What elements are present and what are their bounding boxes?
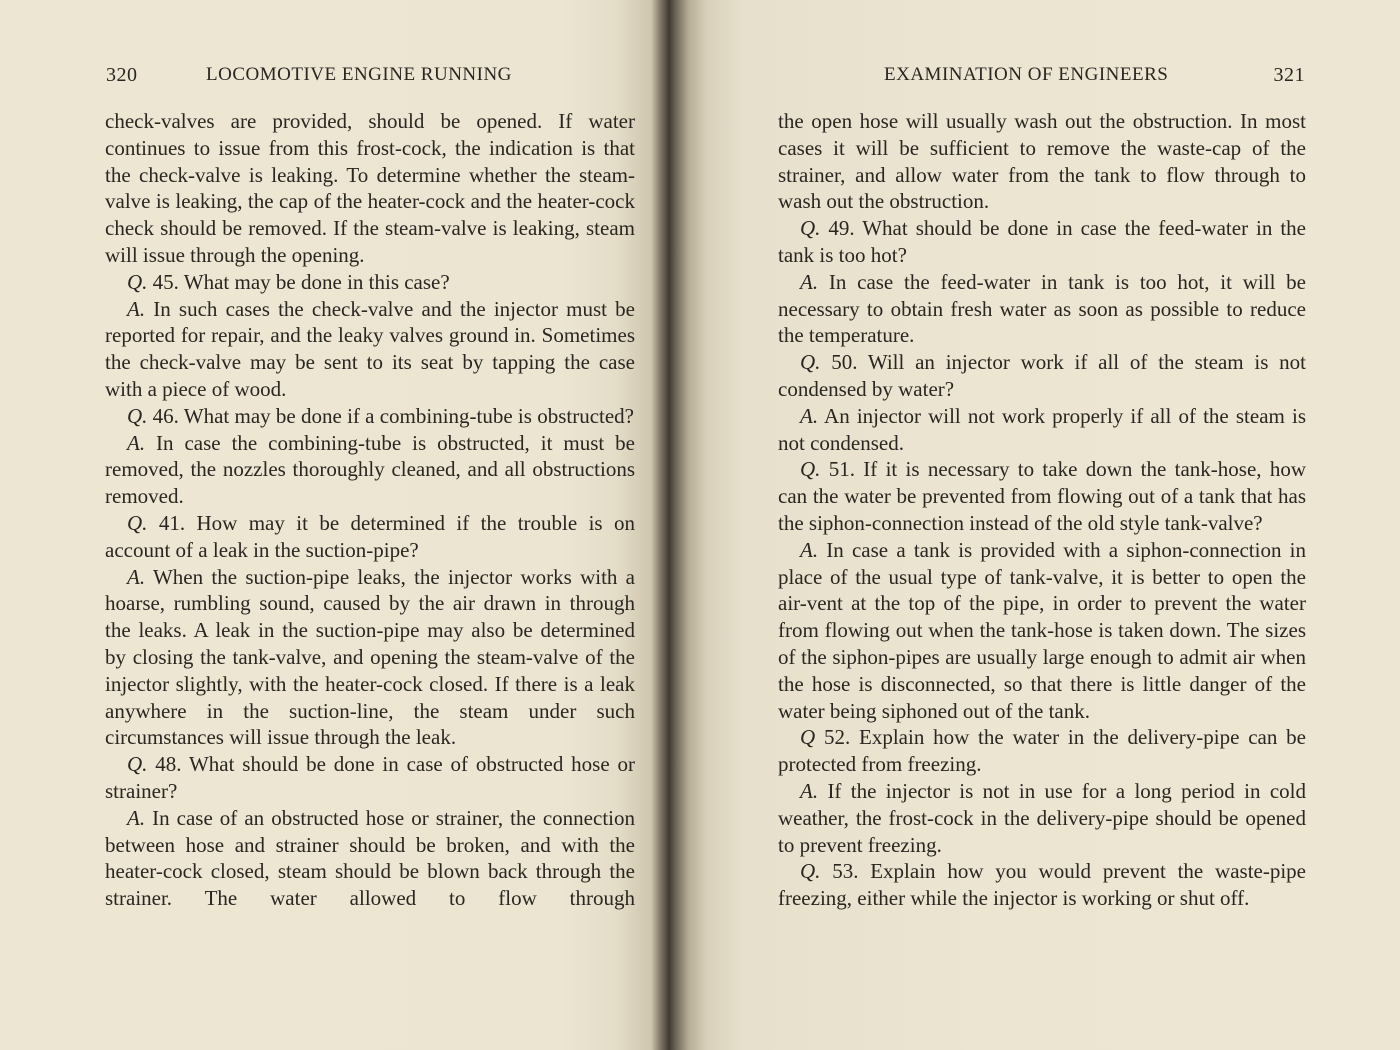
question-paragraph <box>105 269 635 296</box>
paragraph-text: 48. What should be done in case of obstructed hose or strainer? <box>105 752 635 803</box>
paragraph-text: In such cases the check-valve and the injector must be reported for repair, and the leaky valves ground in. Sometimes the check-valve may be sent to its seat by tapping the case with a piece of wood. <box>105 296 635 401</box>
paragraph-label: Q. <box>127 752 148 777</box>
paragraph-label: A. <box>127 564 146 589</box>
left-page-text <box>105 108 635 912</box>
paragraph-text: In case of an obstructed hose or strainer, the connection between hose and strainer should be broken, and with the heater-cock closed, steam should be blown back through the strainer. The water allowed to flow through <box>105 805 635 911</box>
right-running-title: EXAMINATION OF ENGINEERS <box>884 64 1169 85</box>
paragraph-text: An injector will not work properly if all of the steam is not condensed. <box>778 403 1306 455</box>
paragraph-text: 53. Explain how you would prevent the waste-pipe freezing, either while the injector is working or shut off. <box>778 859 1306 911</box>
paragraph-label: A. <box>800 269 819 294</box>
answer-paragraph <box>105 430 635 510</box>
answer-paragraph <box>778 778 1306 858</box>
paragraph-text: 46. What may be done if a combining-tube is obstructed? <box>147 403 634 428</box>
paragraph-text: 52. Explain how the water in the delivery-pipe can be protected from freezing. <box>778 725 1306 777</box>
paragraph-text: In case the combining-tube is obstructed, it must be removed, the nozzles thoroughly cleaned, and all obstructions removed. <box>105 430 635 509</box>
paragraph-text: When the suction-pipe leaks, the injector works with a hoarse, rumbling sound, caused by the air drawn in through the leaks. A leak in the suction-pipe may also be determined by closing the tank-valve, and opening the steam-valve of the injector slightly, with the heater-cock closed. If there is a leak anywhere in the suction-line, the steam under such circumstances will issue through the leak. <box>105 564 635 750</box>
question-paragraph <box>778 349 1306 403</box>
left-page <box>0 0 680 1050</box>
paragraph-label: Q. <box>127 403 148 428</box>
question-paragraph <box>105 403 635 430</box>
right-page-text <box>778 108 1306 912</box>
paragraph-label: Q. <box>800 350 821 375</box>
question-paragraph <box>778 215 1306 269</box>
paragraph-text: check-valves are provided, should be opened. If water continues to issue from this frost-cock, the indication is that the check-valve is leaking. To determine whether the steam-valve is leaking, the cap of the heater-cock and the heater-cock check should be removed. If the steam-valve is leaking, steam will issue through the opening. <box>105 109 635 267</box>
answer-paragraph <box>105 296 635 403</box>
left-running-title: LOCOMOTIVE ENGINE RUNNING <box>206 64 512 85</box>
answer-paragraph <box>105 564 635 752</box>
paragraph-text: If the injector is not in use for a long period in cold weather, the frost-cock in the delivery-pipe should be opened to prevent freezing. <box>778 778 1306 857</box>
paragraph-label: A. <box>800 403 819 428</box>
left-page-number: 320 <box>106 64 138 86</box>
question-paragraph <box>778 456 1306 536</box>
question-paragraph <box>778 858 1306 912</box>
paragraph <box>105 108 635 269</box>
paragraph-label: Q. <box>800 216 821 241</box>
paragraph-text: 49. What should be done in case the feed-water in the tank is too hot? <box>778 216 1306 267</box>
paragraph-label: Q. <box>800 457 821 482</box>
paragraph-text: 50. Will an injector work if all of the steam is not condensed by water? <box>778 350 1306 401</box>
right-page <box>700 0 1400 1050</box>
paragraph-text: 51. If it is necessary to take down the tank-hose, how can the water be prevented from flowing out of a tank that has the siphon-connection instead of the old style tank-valve? <box>778 457 1306 535</box>
paragraph-label: A. <box>800 537 819 562</box>
paragraph-text: In case the feed-water in tank is too hot, it will be necessary to obtain fresh water as soon as possible to reduce the temperature. <box>778 269 1306 348</box>
paragraph-text: 41. How may it be determined if the trouble is on account of a leak in the suction-pipe? <box>105 510 635 562</box>
paragraph-label: Q. <box>800 859 821 884</box>
answer-paragraph <box>778 403 1306 457</box>
paragraph <box>778 108 1306 215</box>
paragraph-label: A. <box>127 805 146 830</box>
right-page-number: 321 <box>1273 64 1305 86</box>
question-paragraph <box>105 510 635 564</box>
answer-paragraph <box>778 537 1306 725</box>
paragraph-label: A. <box>800 778 819 803</box>
paragraph-text: 45. What may be done in this case? <box>147 269 450 294</box>
paragraph-label: Q <box>800 725 816 750</box>
question-paragraph <box>105 751 635 805</box>
paragraph-label: Q. <box>127 510 148 535</box>
paragraph-label: A. <box>127 296 146 321</box>
answer-paragraph <box>105 805 635 912</box>
paragraph-text: the open hose will usually wash out the obstruction. In most cases it will be sufficient to remove the waste-cap of the strainer, and allow water from the tank to flow through to wash out the obstruction. <box>778 109 1306 214</box>
paragraph-text: In case a tank is provided with a siphon-connection in place of the usual type of tank-valve, it is better to open the air-vent at the top of the pipe, in order to prevent the water from flowing out when the tank-hose is taken down. The sizes of the siphon-pipes are usually large enough to admit air when the hose is disconnected, so that there is little danger of the water being siphoned out of the tank. <box>778 537 1306 723</box>
answer-paragraph <box>778 269 1306 349</box>
paragraph-label: A. <box>127 430 146 455</box>
question-paragraph <box>778 724 1306 778</box>
paragraph-label: Q. <box>127 269 148 294</box>
